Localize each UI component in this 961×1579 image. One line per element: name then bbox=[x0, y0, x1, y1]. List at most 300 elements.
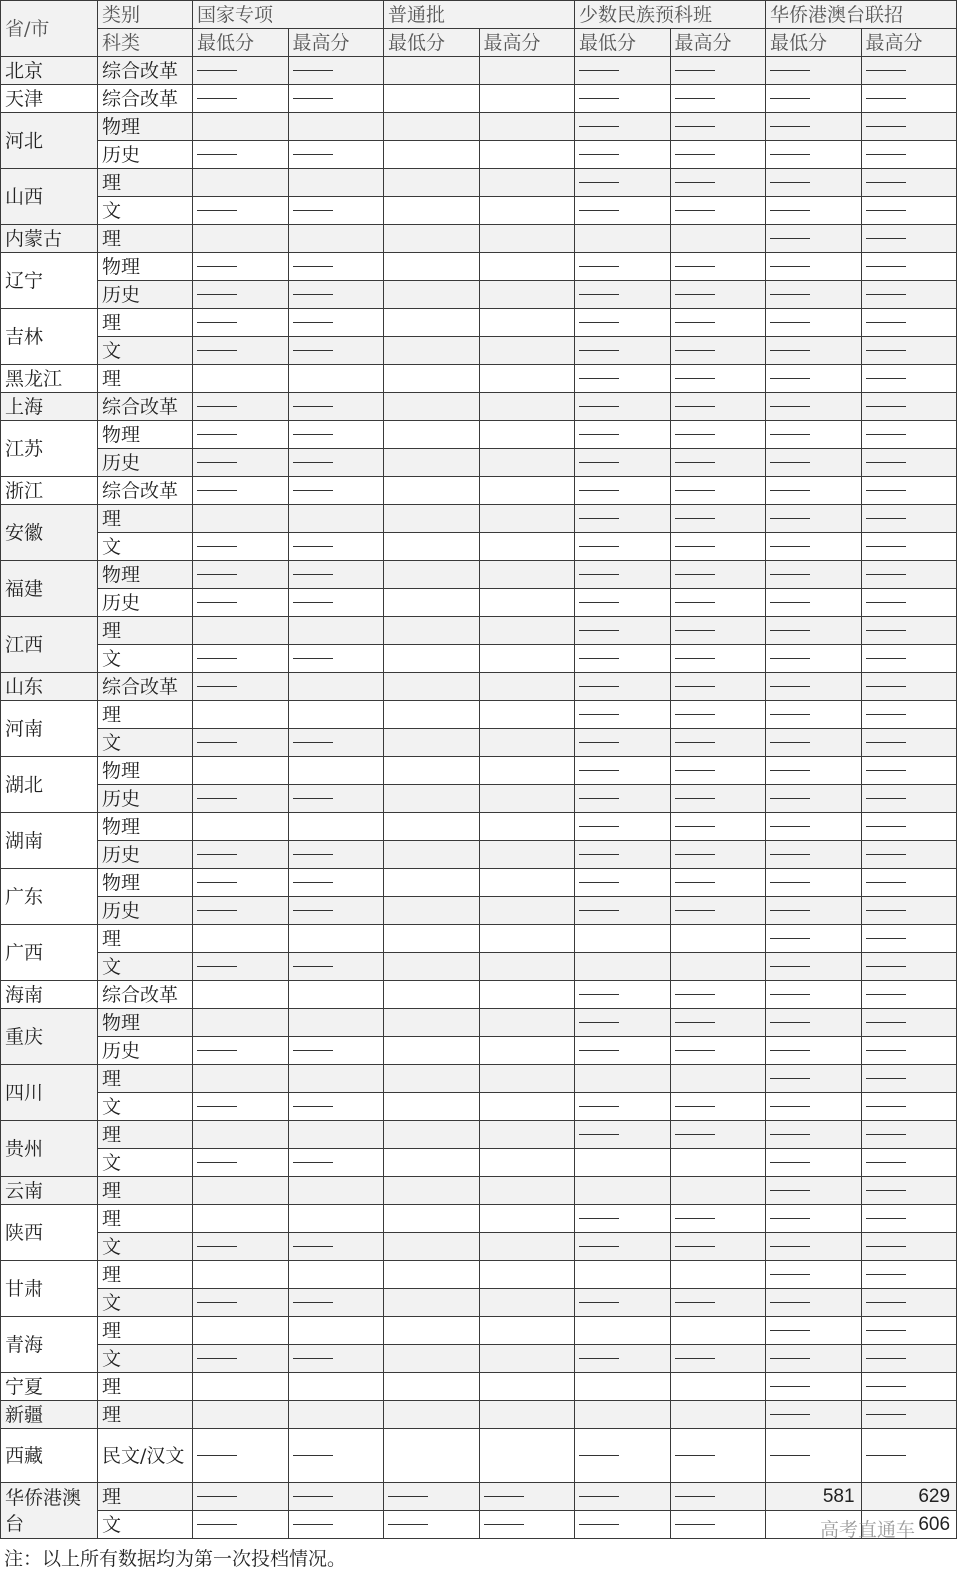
dash-mark bbox=[197, 686, 237, 687]
empty-dash-cell bbox=[766, 281, 862, 309]
dash-mark bbox=[293, 882, 333, 883]
empty-dash-cell bbox=[575, 253, 671, 281]
table-row bbox=[1, 1289, 957, 1317]
province-cell: 内蒙古 bbox=[1, 225, 98, 253]
dash-mark bbox=[293, 742, 333, 743]
dash-mark bbox=[675, 462, 715, 463]
score-cell bbox=[479, 1401, 575, 1429]
empty-dash-cell bbox=[670, 477, 766, 505]
empty-dash-cell bbox=[670, 1483, 766, 1511]
header-max: 最高分 bbox=[861, 29, 957, 57]
score-cell bbox=[479, 701, 575, 729]
score-cell bbox=[479, 1149, 575, 1177]
score-cell bbox=[479, 393, 575, 421]
province-cell: 陕西 bbox=[1, 1205, 98, 1261]
empty-dash-cell bbox=[288, 477, 384, 505]
empty-dash-cell bbox=[766, 757, 862, 785]
score-cell bbox=[479, 869, 575, 897]
empty-dash-cell bbox=[575, 1205, 671, 1233]
dash-mark bbox=[197, 266, 237, 267]
dash-mark bbox=[770, 742, 810, 743]
subject-cell: 理 bbox=[98, 925, 193, 953]
score-cell bbox=[384, 729, 480, 757]
table-row bbox=[1, 897, 957, 925]
empty-dash-cell bbox=[575, 701, 671, 729]
score-cell bbox=[384, 981, 480, 1009]
empty-dash-cell bbox=[575, 477, 671, 505]
score-cell bbox=[479, 1317, 575, 1345]
province-cell: 云南 bbox=[1, 1177, 98, 1205]
empty-dash-cell bbox=[766, 617, 862, 645]
dash-mark bbox=[770, 658, 810, 659]
empty-dash-cell bbox=[288, 253, 384, 281]
empty-dash-cell bbox=[766, 393, 862, 421]
score-cell bbox=[193, 757, 289, 785]
score-cell bbox=[479, 1289, 575, 1317]
table-row bbox=[1, 701, 957, 729]
province-cell: 上海 bbox=[1, 393, 98, 421]
dash-mark bbox=[866, 1162, 906, 1163]
dash-mark bbox=[675, 1106, 715, 1107]
score-cell bbox=[479, 337, 575, 365]
dash-mark bbox=[770, 70, 810, 71]
score-cell bbox=[384, 449, 480, 477]
dash-mark bbox=[675, 322, 715, 323]
empty-dash-cell bbox=[575, 589, 671, 617]
empty-dash-cell bbox=[861, 617, 957, 645]
dash-mark bbox=[579, 70, 619, 71]
dash-mark bbox=[197, 98, 237, 99]
table-row bbox=[1, 337, 957, 365]
subject-cell: 文 bbox=[98, 1289, 193, 1317]
subject-cell: 综合改革 bbox=[98, 673, 193, 701]
score-cell bbox=[670, 925, 766, 953]
dash-mark bbox=[866, 742, 906, 743]
score-cell bbox=[479, 1177, 575, 1205]
table-row bbox=[1, 1037, 957, 1065]
dash-mark bbox=[293, 1496, 333, 1497]
dash-mark bbox=[866, 658, 906, 659]
empty-dash-cell bbox=[670, 337, 766, 365]
empty-dash-cell bbox=[670, 1429, 766, 1483]
dash-mark bbox=[866, 1218, 906, 1219]
dash-mark bbox=[770, 1106, 810, 1107]
score-cell bbox=[479, 953, 575, 981]
dash-mark bbox=[293, 1162, 333, 1163]
empty-dash-cell bbox=[575, 393, 671, 421]
province-cell: 河南 bbox=[1, 701, 98, 757]
subject-cell: 文 bbox=[98, 953, 193, 981]
empty-dash-cell bbox=[766, 169, 862, 197]
table-row bbox=[1, 1233, 957, 1261]
dash-mark bbox=[866, 350, 906, 351]
subject-cell: 物理 bbox=[98, 813, 193, 841]
empty-dash-cell bbox=[575, 729, 671, 757]
empty-dash-cell bbox=[575, 1233, 671, 1261]
score-cell bbox=[479, 1429, 575, 1483]
empty-dash-cell bbox=[575, 449, 671, 477]
dash-mark bbox=[293, 462, 333, 463]
table-row bbox=[1, 1429, 957, 1483]
header-province: 省/市 bbox=[1, 1, 98, 57]
dash-mark bbox=[770, 602, 810, 603]
empty-dash-cell bbox=[193, 1429, 289, 1483]
empty-dash-cell bbox=[861, 449, 957, 477]
dash-mark bbox=[293, 434, 333, 435]
dash-mark bbox=[197, 798, 237, 799]
empty-dash-cell bbox=[861, 925, 957, 953]
dash-mark bbox=[579, 350, 619, 351]
subject-cell: 物理 bbox=[98, 757, 193, 785]
empty-dash-cell bbox=[766, 1065, 862, 1093]
empty-dash-cell bbox=[288, 1093, 384, 1121]
empty-dash-cell bbox=[193, 393, 289, 421]
empty-dash-cell bbox=[861, 225, 957, 253]
empty-dash-cell bbox=[670, 1289, 766, 1317]
table-row bbox=[1, 617, 957, 645]
subject-cell: 理 bbox=[98, 1065, 193, 1093]
table-row bbox=[1, 645, 957, 673]
dash-mark bbox=[866, 574, 906, 575]
header-min: 最低分 bbox=[384, 29, 480, 57]
dash-mark bbox=[866, 602, 906, 603]
empty-dash-cell bbox=[670, 1037, 766, 1065]
table-row bbox=[1, 1483, 957, 1511]
empty-dash-cell bbox=[288, 421, 384, 449]
score-value: 629 bbox=[861, 1483, 957, 1511]
score-cell bbox=[384, 57, 480, 85]
empty-dash-cell bbox=[193, 281, 289, 309]
empty-dash-cell bbox=[670, 57, 766, 85]
empty-dash-cell bbox=[288, 1037, 384, 1065]
dash-mark bbox=[675, 1218, 715, 1219]
table-row bbox=[1, 197, 957, 225]
subject-cell: 历史 bbox=[98, 841, 193, 869]
empty-dash-cell bbox=[288, 141, 384, 169]
subject-cell: 文 bbox=[98, 645, 193, 673]
province-cell: 华侨港澳台 bbox=[1, 1483, 98, 1539]
score-cell bbox=[384, 1009, 480, 1037]
score-cell bbox=[575, 1401, 671, 1429]
subject-cell: 文 bbox=[98, 729, 193, 757]
dash-mark bbox=[675, 574, 715, 575]
empty-dash-cell bbox=[766, 309, 862, 337]
dash-mark bbox=[675, 546, 715, 547]
empty-dash-cell bbox=[766, 701, 862, 729]
dash-mark bbox=[866, 266, 906, 267]
empty-dash-cell bbox=[575, 57, 671, 85]
empty-dash-cell bbox=[575, 309, 671, 337]
subject-cell: 综合改革 bbox=[98, 981, 193, 1009]
empty-dash-cell bbox=[288, 1233, 384, 1261]
dash-mark bbox=[770, 1358, 810, 1359]
empty-dash-cell bbox=[670, 505, 766, 533]
score-cell bbox=[384, 673, 480, 701]
dash-mark bbox=[866, 322, 906, 323]
score-cell bbox=[288, 981, 384, 1009]
dash-mark bbox=[675, 1358, 715, 1359]
dash-mark bbox=[770, 630, 810, 631]
score-cell bbox=[288, 1121, 384, 1149]
dash-mark bbox=[770, 1078, 810, 1079]
province-cell: 辽宁 bbox=[1, 253, 98, 309]
dash-mark bbox=[866, 378, 906, 379]
empty-dash-cell bbox=[766, 197, 862, 225]
subject-cell: 历史 bbox=[98, 449, 193, 477]
dash-mark bbox=[675, 266, 715, 267]
score-cell bbox=[288, 505, 384, 533]
province-cell: 北京 bbox=[1, 57, 98, 85]
empty-dash-cell bbox=[670, 141, 766, 169]
dash-mark bbox=[293, 574, 333, 575]
dash-mark bbox=[293, 70, 333, 71]
subject-cell: 理 bbox=[98, 1373, 193, 1401]
empty-dash-cell bbox=[384, 1511, 480, 1539]
dash-mark bbox=[866, 490, 906, 491]
empty-dash-cell bbox=[288, 337, 384, 365]
dash-mark bbox=[770, 714, 810, 715]
empty-dash-cell bbox=[670, 197, 766, 225]
province-cell: 宁夏 bbox=[1, 1373, 98, 1401]
empty-dash-cell bbox=[670, 1511, 766, 1539]
score-cell bbox=[288, 617, 384, 645]
empty-dash-cell bbox=[766, 1345, 862, 1373]
empty-dash-cell bbox=[193, 1483, 289, 1511]
score-cell bbox=[288, 1373, 384, 1401]
dash-mark bbox=[866, 126, 906, 127]
empty-dash-cell bbox=[670, 365, 766, 393]
empty-dash-cell bbox=[766, 1009, 862, 1037]
empty-dash-cell bbox=[766, 673, 862, 701]
score-cell bbox=[479, 813, 575, 841]
table-row bbox=[1, 1373, 957, 1401]
dash-mark bbox=[579, 434, 619, 435]
score-cell bbox=[384, 533, 480, 561]
score-cell bbox=[479, 477, 575, 505]
dash-mark bbox=[197, 322, 237, 323]
dash-mark bbox=[579, 406, 619, 407]
empty-dash-cell bbox=[766, 533, 862, 561]
empty-dash-cell bbox=[193, 673, 289, 701]
header-group-minority: 少数民族预科班 bbox=[575, 1, 766, 29]
empty-dash-cell bbox=[670, 617, 766, 645]
table-row bbox=[1, 141, 957, 169]
empty-dash-cell bbox=[766, 1121, 862, 1149]
empty-dash-cell bbox=[861, 197, 957, 225]
score-cell bbox=[670, 1065, 766, 1093]
empty-dash-cell bbox=[288, 953, 384, 981]
dash-mark bbox=[866, 546, 906, 547]
empty-dash-cell bbox=[575, 421, 671, 449]
dash-mark bbox=[579, 1022, 619, 1023]
subject-cell: 理 bbox=[98, 365, 193, 393]
empty-dash-cell bbox=[861, 1289, 957, 1317]
score-cell bbox=[479, 1373, 575, 1401]
dash-mark bbox=[866, 406, 906, 407]
dash-mark bbox=[675, 294, 715, 295]
province-cell: 天津 bbox=[1, 85, 98, 113]
score-cell bbox=[193, 1401, 289, 1429]
empty-dash-cell bbox=[861, 365, 957, 393]
empty-dash-cell bbox=[193, 253, 289, 281]
subject-cell: 文 bbox=[98, 1093, 193, 1121]
empty-dash-cell bbox=[766, 477, 862, 505]
empty-dash-cell bbox=[193, 561, 289, 589]
empty-dash-cell bbox=[766, 841, 862, 869]
empty-dash-cell bbox=[670, 1121, 766, 1149]
table-row bbox=[1, 281, 957, 309]
empty-dash-cell bbox=[575, 561, 671, 589]
dash-mark bbox=[675, 210, 715, 211]
subject-cell: 文 bbox=[98, 1233, 193, 1261]
empty-dash-cell bbox=[288, 85, 384, 113]
dash-mark bbox=[197, 1106, 237, 1107]
empty-dash-cell bbox=[384, 1483, 480, 1511]
dash-mark bbox=[675, 882, 715, 883]
empty-dash-cell bbox=[670, 757, 766, 785]
score-cell bbox=[479, 281, 575, 309]
empty-dash-cell bbox=[193, 449, 289, 477]
empty-dash-cell bbox=[575, 785, 671, 813]
empty-dash-cell bbox=[193, 1149, 289, 1177]
table-row bbox=[1, 169, 957, 197]
empty-dash-cell bbox=[766, 225, 862, 253]
empty-dash-cell bbox=[193, 477, 289, 505]
empty-dash-cell bbox=[861, 1121, 957, 1149]
dash-mark bbox=[675, 630, 715, 631]
score-cell bbox=[193, 1177, 289, 1205]
province-cell: 安徽 bbox=[1, 505, 98, 561]
dash-mark bbox=[293, 98, 333, 99]
dash-mark bbox=[675, 154, 715, 155]
score-cell bbox=[384, 1373, 480, 1401]
dash-mark bbox=[675, 798, 715, 799]
subject-cell: 物理 bbox=[98, 253, 193, 281]
dash-mark bbox=[866, 1358, 906, 1359]
empty-dash-cell bbox=[861, 1065, 957, 1093]
header-max: 最高分 bbox=[670, 29, 766, 57]
score-cell bbox=[479, 645, 575, 673]
score-cell bbox=[193, 225, 289, 253]
empty-dash-cell bbox=[193, 645, 289, 673]
score-cell bbox=[288, 1261, 384, 1289]
table-row bbox=[1, 1093, 957, 1121]
dash-mark bbox=[484, 1524, 524, 1525]
score-cell bbox=[479, 617, 575, 645]
score-cell bbox=[479, 197, 575, 225]
dash-mark bbox=[197, 966, 237, 967]
score-cell bbox=[479, 533, 575, 561]
empty-dash-cell bbox=[670, 701, 766, 729]
empty-dash-cell bbox=[861, 1373, 957, 1401]
subject-cell: 理 bbox=[98, 1401, 193, 1429]
empty-dash-cell bbox=[193, 1093, 289, 1121]
dash-mark bbox=[293, 266, 333, 267]
empty-dash-cell bbox=[861, 1009, 957, 1037]
subject-cell: 历史 bbox=[98, 785, 193, 813]
empty-dash-cell bbox=[670, 253, 766, 281]
subject-cell: 物理 bbox=[98, 1009, 193, 1037]
dash-mark bbox=[293, 658, 333, 659]
subject-cell: 民文/汉文 bbox=[98, 1429, 193, 1483]
empty-dash-cell bbox=[193, 869, 289, 897]
dash-mark bbox=[197, 1302, 237, 1303]
empty-dash-cell bbox=[575, 1009, 671, 1037]
score-cell bbox=[575, 953, 671, 981]
dash-mark bbox=[579, 1496, 619, 1497]
empty-dash-cell bbox=[193, 1511, 289, 1539]
table-row bbox=[1, 477, 957, 505]
score-cell bbox=[193, 1261, 289, 1289]
empty-dash-cell bbox=[670, 85, 766, 113]
dash-mark bbox=[293, 490, 333, 491]
score-cell bbox=[670, 1261, 766, 1289]
subject-cell: 历史 bbox=[98, 897, 193, 925]
empty-dash-cell bbox=[193, 421, 289, 449]
score-cell bbox=[479, 449, 575, 477]
empty-dash-cell bbox=[766, 1289, 862, 1317]
dash-mark bbox=[770, 1274, 810, 1275]
header-min: 最低分 bbox=[766, 29, 862, 57]
dash-mark bbox=[293, 1524, 333, 1525]
empty-dash-cell bbox=[670, 1009, 766, 1037]
empty-dash-cell bbox=[288, 561, 384, 589]
dash-mark bbox=[770, 1330, 810, 1331]
header-min: 最低分 bbox=[575, 29, 671, 57]
dash-mark bbox=[579, 714, 619, 715]
empty-dash-cell bbox=[766, 1317, 862, 1345]
table-row bbox=[1, 309, 957, 337]
dash-mark bbox=[293, 154, 333, 155]
province-cell: 新疆 bbox=[1, 1401, 98, 1429]
dash-mark bbox=[388, 1524, 428, 1525]
dash-mark bbox=[770, 1302, 810, 1303]
score-cell bbox=[288, 1205, 384, 1233]
dash-mark bbox=[675, 378, 715, 379]
dash-mark bbox=[293, 294, 333, 295]
score-cell bbox=[384, 1317, 480, 1345]
dash-mark bbox=[770, 126, 810, 127]
dash-mark bbox=[866, 686, 906, 687]
score-cell bbox=[479, 85, 575, 113]
score-cell bbox=[384, 813, 480, 841]
dash-mark bbox=[675, 434, 715, 435]
empty-dash-cell bbox=[766, 113, 862, 141]
score-cell bbox=[384, 113, 480, 141]
empty-dash-cell bbox=[575, 673, 671, 701]
table-row bbox=[1, 869, 957, 897]
empty-dash-cell bbox=[861, 813, 957, 841]
empty-dash-cell bbox=[766, 365, 862, 393]
score-cell bbox=[384, 197, 480, 225]
empty-dash-cell bbox=[766, 141, 862, 169]
empty-dash-cell bbox=[575, 1289, 671, 1317]
empty-dash-cell bbox=[575, 337, 671, 365]
dash-mark bbox=[197, 1246, 237, 1247]
header-group-overseas: 华侨港澳台联招 bbox=[766, 1, 957, 29]
empty-dash-cell bbox=[766, 1205, 862, 1233]
dash-mark bbox=[770, 546, 810, 547]
empty-dash-cell bbox=[288, 645, 384, 673]
score-cell bbox=[193, 1205, 289, 1233]
subject-cell: 理 bbox=[98, 309, 193, 337]
score-cell bbox=[384, 561, 480, 589]
dash-mark bbox=[675, 686, 715, 687]
score-cell bbox=[193, 365, 289, 393]
table-row bbox=[1, 1177, 957, 1205]
dash-mark bbox=[770, 294, 810, 295]
score-cell bbox=[479, 309, 575, 337]
